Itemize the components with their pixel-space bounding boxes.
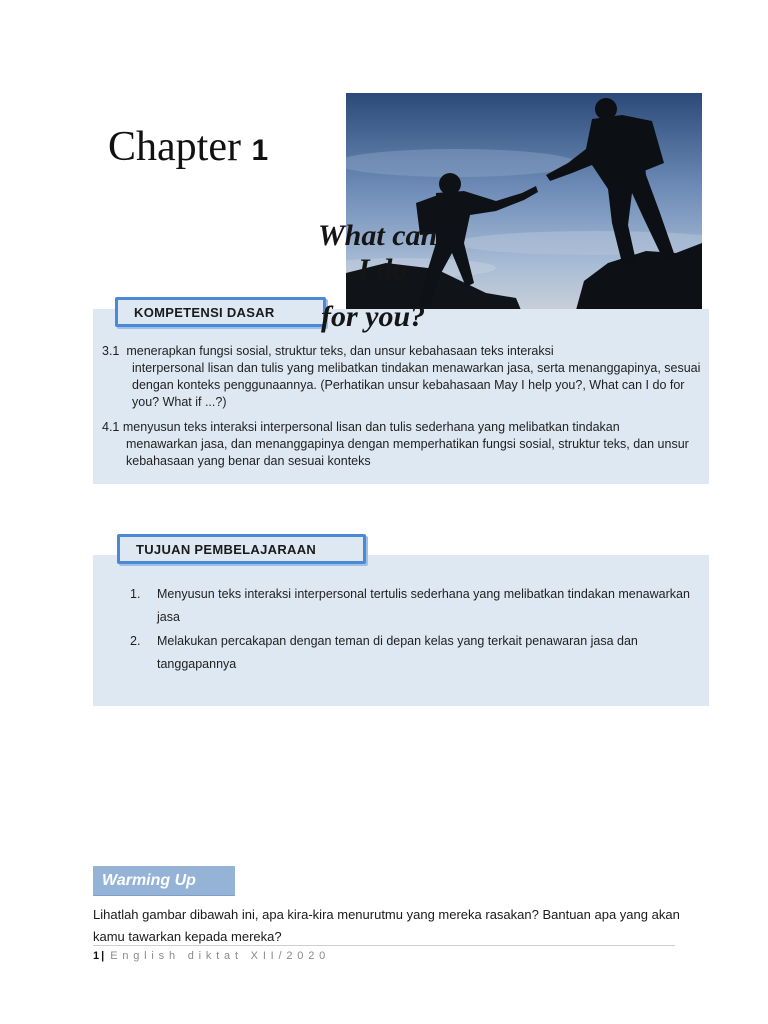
page-footer	[93, 950, 330, 962]
list-item	[130, 630, 690, 676]
slogan-line-2: I do	[358, 253, 408, 286]
footer-text: English diktat XII/2020	[110, 950, 331, 962]
kompetensi-dasar-label: KOMPETENSI DASAR	[115, 297, 326, 327]
kompetensi-item-3-1	[102, 343, 707, 411]
list-item	[130, 583, 690, 629]
list-item-number: 1.	[130, 587, 141, 601]
kompetensi-item-line: menerapkan fungsi sosial, struktur teks, dan unsur kebahasaan teks interaksi	[126, 344, 554, 358]
kompetensi-item-4-1	[102, 419, 707, 470]
page-number: 1	[93, 950, 100, 962]
chapter-number: 1	[251, 134, 269, 167]
kompetensi-item-line: menyusun teks interaksi interpersonal lisan dan tulis sederhana yang melibatkan tindakan	[122, 420, 620, 434]
list-item-number: 2.	[130, 634, 141, 648]
warming-up-text: Lihatlah gambar dibawah ini, apa kira-kira menurutmu yang mereka rasakan? Bantuan apa yang akan kamu tawarkan kepada mereka?	[93, 907, 680, 944]
chapter-title	[108, 126, 268, 168]
list-item-text: Melakukan percakapan dengan teman di depan kelas yang terkait penawaran jasa dan tanggapannya	[157, 634, 638, 671]
kompetensi-item-continuation: menawarkan jasa, dan menanggapinya dengan memperhatikan fungsi sosial, struktur teks, dan unsur kebahasaan yang benar dan sesuai konteks	[126, 437, 689, 468]
tujuan-pembelajaran-label: TUJUAN PEMBELAJARAAN	[117, 534, 366, 564]
kompetensi-item-number: 3.1	[102, 344, 120, 358]
tujuan-list	[130, 583, 690, 677]
chapter-word: Chapter	[108, 124, 241, 170]
slogan-line-1: What can	[318, 219, 438, 252]
list-item-text: Menyusun teks interaksi interpersonal tertulis sederhana yang melibatkan tindakan menawarkan jasa	[157, 587, 690, 624]
footer-divider	[93, 945, 675, 946]
slogan-line-3: for you?	[321, 300, 426, 333]
kompetensi-item-continuation: interpersonal lisan dan tulis yang melibatkan tindakan menawarkan jasa, serta menanggapinya, sesuai dengan konteks penggunaannya. (Perhatikan unsur kebahasaan May I help you?, What can I do for you? What if ...?)	[132, 361, 701, 409]
warming-up-badge: Warming Up	[93, 866, 235, 896]
kompetensi-item-number: 4.1	[102, 420, 120, 434]
footer-separator: |	[101, 950, 105, 962]
